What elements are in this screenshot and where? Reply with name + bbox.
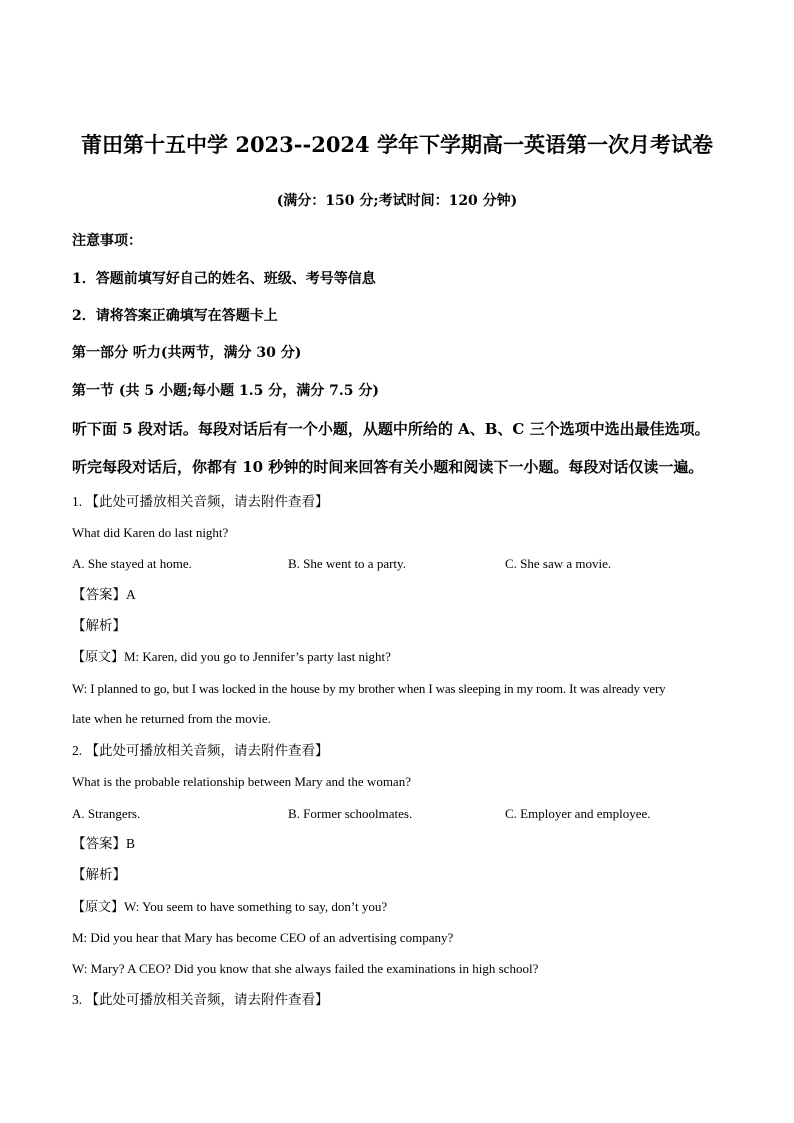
- question-2-transcript-3: W: Mary? A CEO? Did you know that she always failed the examinations in high school?: [72, 961, 539, 976]
- question-1-audio-note: 1. 【此处可播放相关音频，请去附件查看】: [72, 494, 329, 509]
- section1-title: 第一节 (共 5 小题;每小题 1.5 分，满分 7.5 分): [72, 383, 379, 399]
- question-2-option-a: A. Strangers.: [72, 806, 141, 821]
- question-2-audio-note: 2. 【此处可播放相关音频，请去附件查看】: [72, 743, 329, 758]
- question-1-transcript-3: late when he returned from the movie.: [72, 711, 271, 726]
- question-2-transcript-1: 【原文】W: You seem to have something to say, don’t you?: [72, 899, 388, 914]
- instruction-line-2: 听完每段对话后，你都有 10 秒钟的时间来回答有关小题和阅读下一小题。每段对话仅读一遍。: [72, 458, 704, 476]
- question-1-option-c: C. She saw a movie.: [505, 556, 612, 571]
- question-2-text: What is the probable relationship between Mary and the woman?: [72, 774, 411, 789]
- question-2-option-b: B. Former schoolmates.: [288, 806, 413, 821]
- question-2-option-c: C. Employer and employee.: [505, 806, 651, 821]
- instruction-line-1: 听下面 5 段对话。每段对话后有一个小题，从题中所给的 A、B、C 三个选项中选出最佳选项。: [72, 420, 710, 438]
- question-1-answer: 【答案】A: [72, 587, 136, 602]
- question-2-answer: 【答案】B: [72, 836, 136, 851]
- exam-subtitle: (满分：150 分;考试时间：120 分钟): [276, 193, 518, 209]
- question-1-analysis: 【解析】: [72, 618, 126, 633]
- question-2-transcript-2: M: Did you hear that Mary has become CEO of an advertising company?: [72, 930, 454, 945]
- question-1-transcript-2: W: I planned to go, but I was locked in the house by my brother when I was sleeping in my room. It was already very: [72, 681, 666, 696]
- question-2-analysis: 【解析】: [72, 867, 126, 882]
- question-1-text: What did Karen do last night?: [72, 525, 229, 540]
- question-1-transcript-1: 【原文】M: Karen, did you go to Jennifer’s party last night?: [72, 649, 391, 664]
- question-3-audio-note: 3. 【此处可播放相关音频，请去附件查看】: [72, 992, 329, 1007]
- question-1-option-b: B. She went to a party.: [288, 556, 406, 571]
- question-1-option-a: A. She stayed at home.: [72, 556, 192, 571]
- exam-title: 莆田第十五中学 2023--2024 学年下学期高一英语第一次月考试卷: [81, 132, 713, 157]
- note-item-2: 2．请将答案正确填写在答题卡上: [72, 308, 278, 324]
- notes-heading: 注意事项：: [72, 233, 142, 249]
- note-item-1: 1．答题前填写好自己的姓名、班级、考号等信息: [72, 271, 376, 287]
- part1-title: 第一部分 听力(共两节，满分 30 分): [72, 345, 302, 361]
